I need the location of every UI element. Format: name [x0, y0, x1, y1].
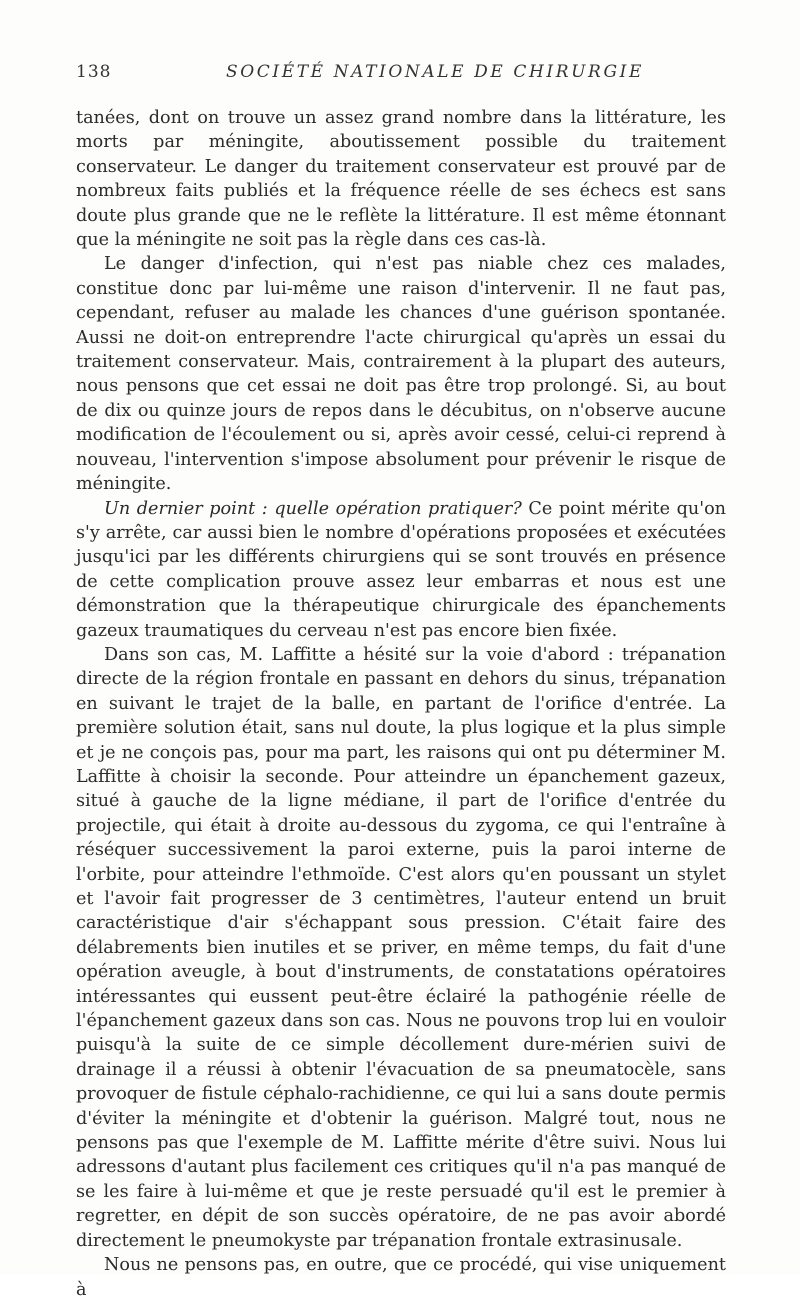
paragraph-continuation	[76, 106, 726, 252]
page-number: 138	[76, 62, 112, 82]
paragraph-infection-danger	[76, 252, 726, 496]
paragraph-laffitte-case	[76, 643, 726, 1253]
paragraph-text: Le danger d'infection, qui n'est pas niable chez ces malades, constitue donc par lui-même une raison d'intervenir. Il ne faut pas, cependant, refuser au malade les chances d'une guérison spontanée. Aussi ne doit-on entreprendre l'acte chirurgical qu'après un essai du traitement conservateur. Mais, contrairement à la plupart des auteurs, nous pensons que cet essai ne doit pas être trop prolongé. Si, au bout de dix ou quinze jours de repos dans le décubitus, on n'observe aucune modification de l'écoulement ou si, après avoir cessé, celui-ci reprend à nouveau, l'intervention s'impose absolument pour prévenir le risque de méningite.	[76, 254, 726, 495]
paragraph-final-fragment	[76, 1253, 726, 1302]
page-header	[76, 62, 726, 88]
paragraph-text: Ce point mérite qu'on s'y arrête, car aussi bien le nombre d'opérations proposées et exécutées jusqu'ici par les différents chirurgiens qui se sont trouvés en présence de cette complication prouve assez leur embarras et nous est une démonstration que la thérapeutique chirurgicale des épanchements gazeux traumatiques du cerveau n'est pas encore bien fixée.	[76, 498, 726, 641]
paragraph-text: Dans son cas, M. Laffitte a hésité sur la voie d'abord : trépanation directe de la région frontale en passant en dehors du sinus, trépanation en suivant le trajet de la balle, en partant de l'orifice d'entrée. La première solution était, sans nul doute, la plus logique et la plus simple et je ne conçois pas, pour ma part, les raisons qui ont pu déterminer M. Laffitte à choisir la seconde. Pour atteindre un épanchement gazeux, situé à gauche de la ligne médiane, il part de l'orifice d'entrée du projectile, qui était à droite au-dessous du zygoma, ce qui l'entraîne à réséquer successivement la paroi externe, puis la paroi interne de l'orbite, pour atteindre l'ethmoïde. C'est alors qu'en poussant un stylet et l'avoir fait progresser de 3 centimètres, l'auteur entend un bruit caractéristique d'air s'échappant sous pression. C'était faire des délabrements bien inutiles et se priver, en même temps, du fait d'une opération aveugle, à bout d'instruments, de constatations opératoires intéressantes qui eussent peut-être éclairé la pathogénie réelle de l'épanchement gazeux dans son cas. Nous ne pouvons trop lui en vouloir puisqu'à la suite de ce simple décollement dure-mérien suivi de drainage il a réussi à obtenir l'évacuation de sa pneumatocèle, sans provoquer de fistule céphalo-rachidienne, ce qui lui a sans doute permis d'éviter la méningite et d'obtenir la guérison. Malgré tout, nous ne pensons pas que l'exemple de M. Laffitte mérite d'être suivi. Nous lui adressons d'autant plus facilement ces critiques qu'il n'a pas manqué de se les faire à lui-même et que je reste persuadé qu'il est le premier à regretter, en dépit de son succès opératoire, de ne pas avoir abordé directement le pneumokyste par trépanation frontale extrasinusale.	[76, 644, 726, 1251]
running-title: SOCIÉTÉ NATIONALE DE CHIRURGIE	[226, 62, 644, 82]
paragraph-operation-choice	[76, 497, 726, 643]
paragraph-text: Nous ne pensons pas, en outre, que ce procédé, qui vise uniquement à	[76, 1255, 726, 1300]
paragraph-text: tanées, dont on trouve un assez grand nombre dans la littérature, les morts par méningite, aboutissement possible du traitement conservateur. Le danger du traitement conservateur est prouvé par de nombreux faits publiés et la fréquence réelle de ses échecs est sans doute plus grande que ne le reflète la littérature. Il est même étonnant que la méningite ne soit pas la règle dans ces cas-là.	[76, 108, 726, 251]
italic-lead: Un dernier point : quelle opération pratiquer?	[104, 498, 522, 519]
body-text	[76, 106, 726, 1302]
